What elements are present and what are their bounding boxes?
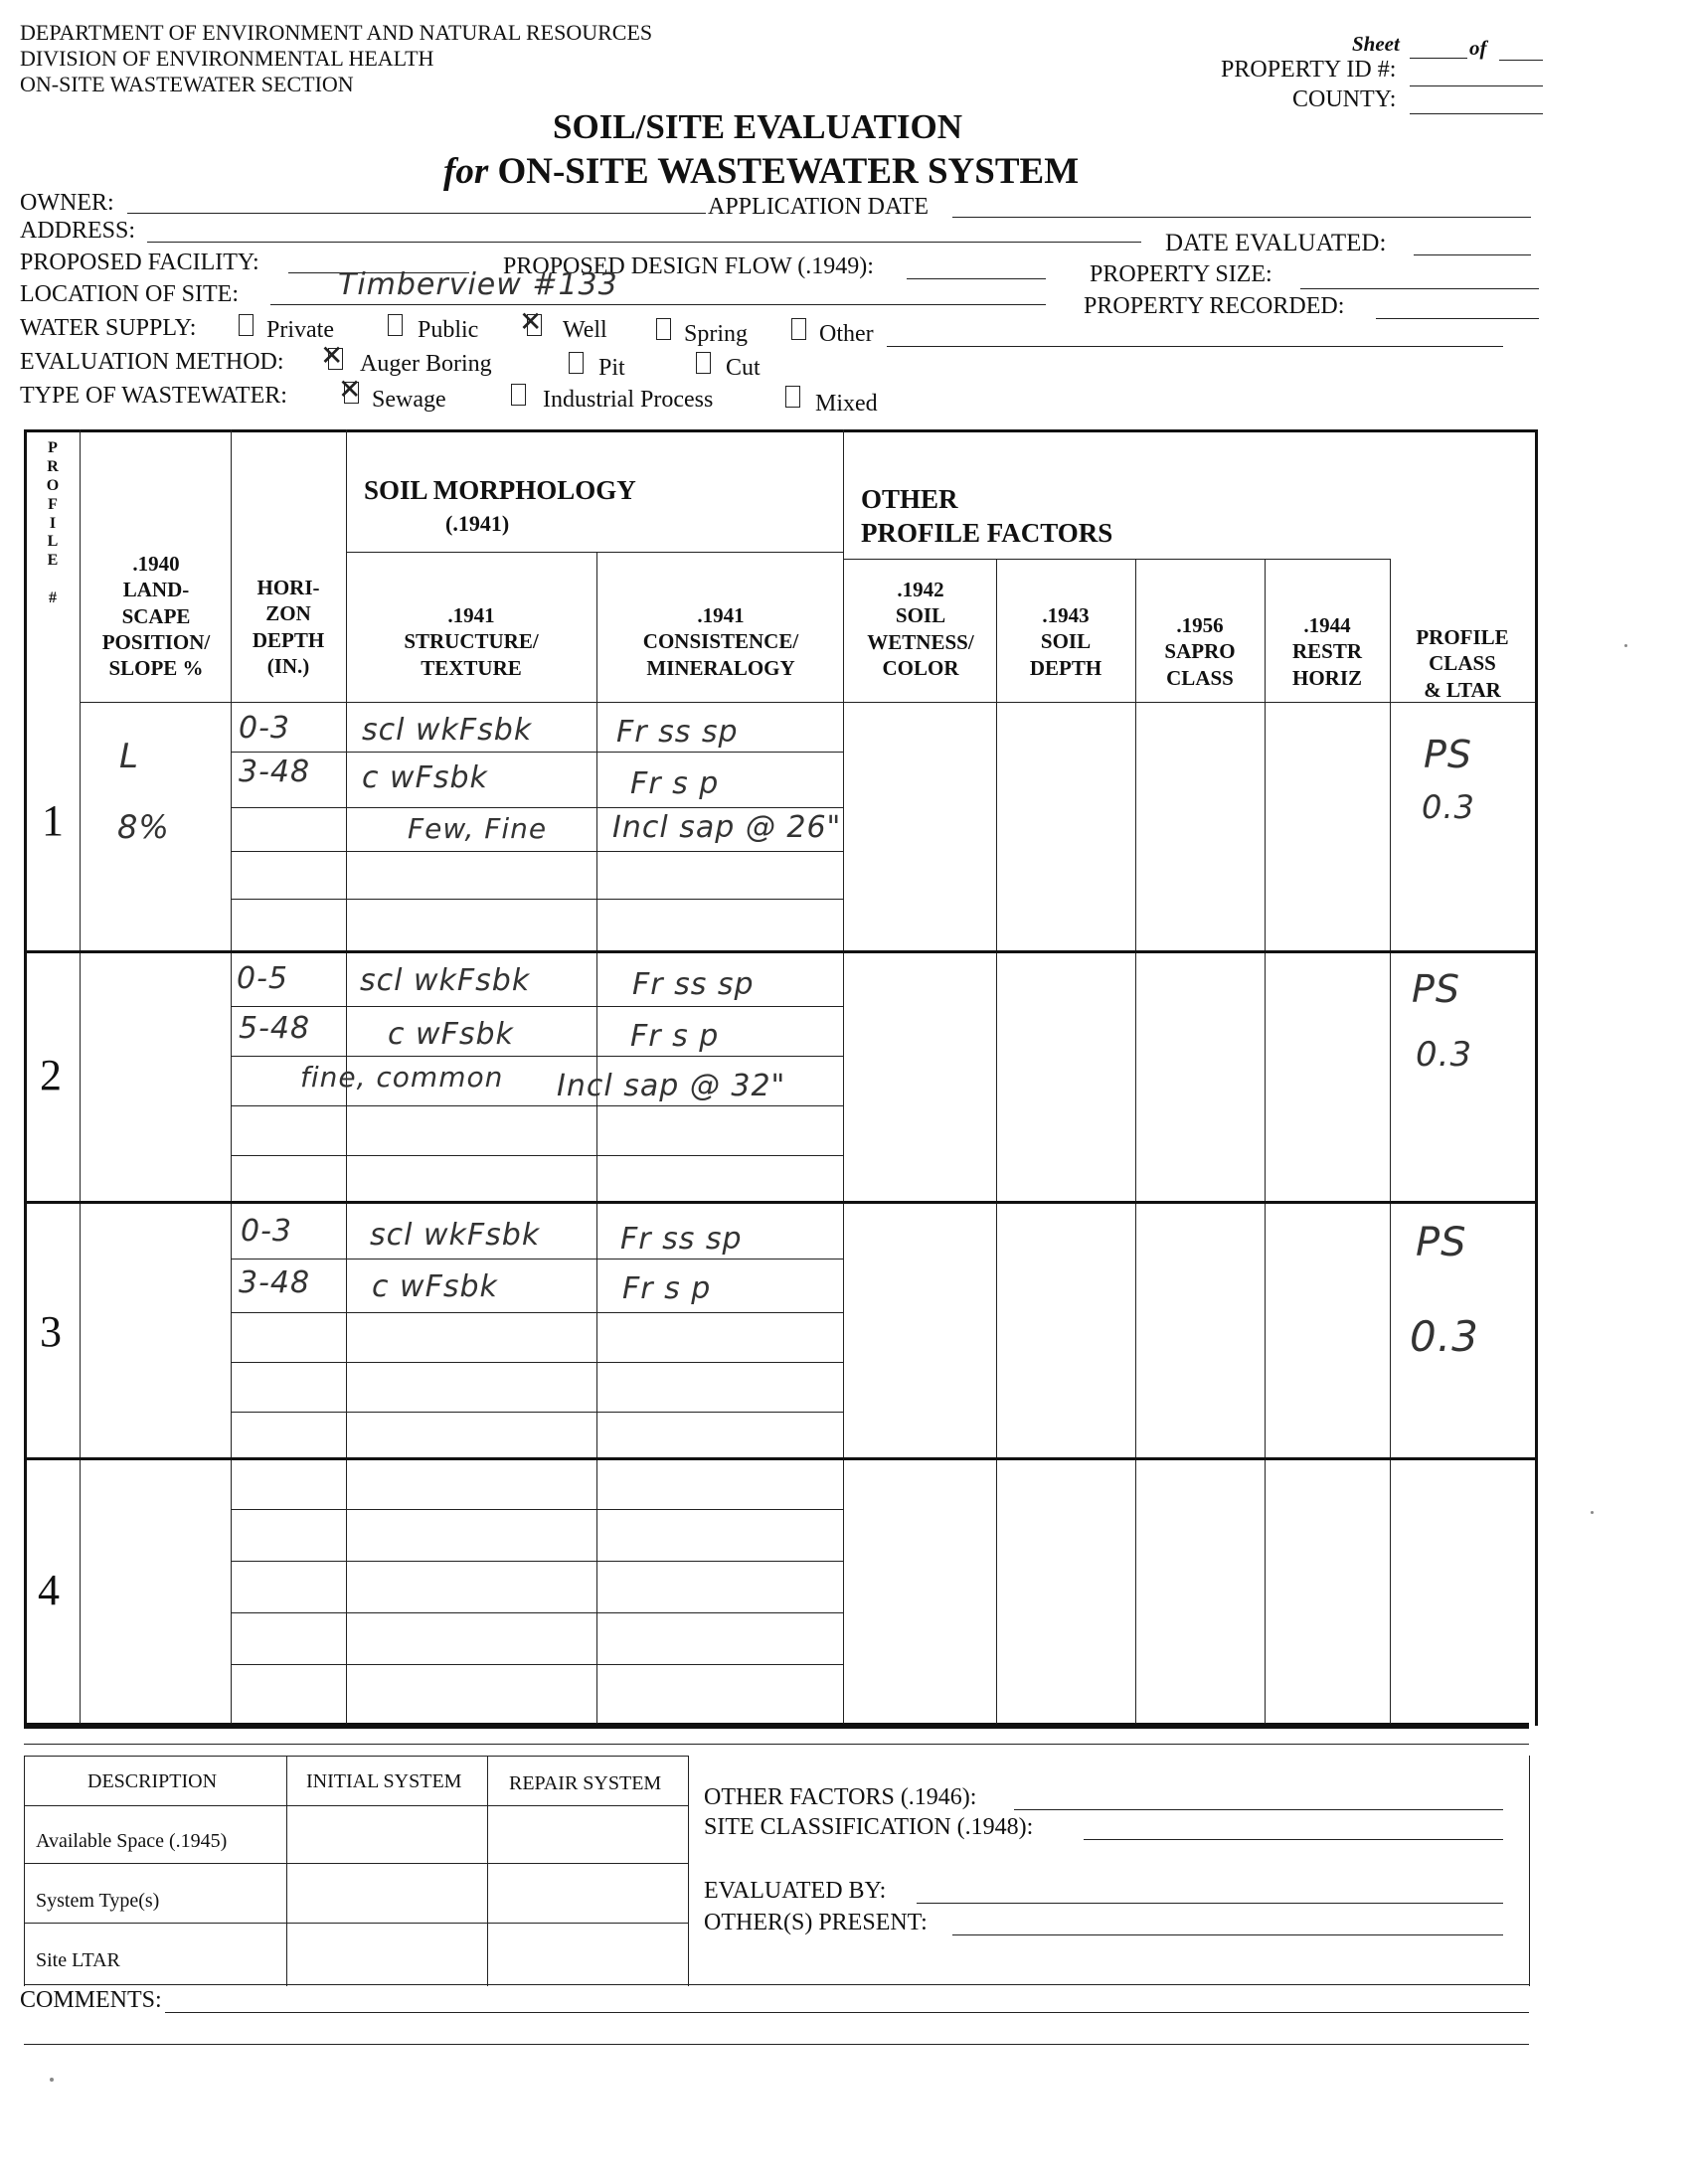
profile-ltar[interactable]: 0.3 bbox=[1410, 1312, 1479, 1361]
checkbox-public[interactable] bbox=[388, 314, 403, 336]
others-present-label: OTHER(S) PRESENT: bbox=[704, 1910, 928, 1935]
p4-row-line bbox=[231, 1664, 843, 1665]
p2-row-line bbox=[231, 1155, 843, 1156]
county-line[interactable] bbox=[1410, 113, 1543, 114]
owner-field[interactable] bbox=[127, 213, 706, 214]
option-auger-boring: Auger Boring bbox=[360, 351, 492, 377]
of-label: of bbox=[1469, 36, 1487, 60]
option-other: Other bbox=[819, 321, 874, 347]
structure-texture[interactable]: c wFsbk bbox=[372, 1269, 498, 1304]
consistence-mineralogy[interactable]: Fr ss sp bbox=[620, 1222, 743, 1257]
checkbox-mixed[interactable] bbox=[785, 386, 800, 408]
summary-header-line bbox=[24, 1756, 688, 1757]
col-divider-profile bbox=[80, 429, 81, 1724]
p4-row-line bbox=[231, 1509, 843, 1510]
header-profile-number: P R O F I L E # bbox=[46, 439, 60, 606]
col-divider-consistence bbox=[843, 429, 844, 1724]
table-right-border bbox=[1535, 429, 1538, 1726]
header-soil-morphology-code: (.1941) bbox=[445, 511, 510, 536]
option-pit: Pit bbox=[598, 355, 625, 381]
others-present-field[interactable] bbox=[952, 1934, 1503, 1935]
subtitle-for: for bbox=[443, 151, 489, 192]
p4-row-line bbox=[231, 1561, 843, 1562]
property-size-label: PROPERTY SIZE: bbox=[1090, 261, 1272, 287]
profile-3-bottom-line bbox=[24, 1457, 1537, 1460]
water-supply-label: WATER SUPPLY: bbox=[20, 315, 197, 341]
horizon-depth[interactable]: 0-3 bbox=[239, 711, 290, 746]
structure-texture[interactable]: c wFsbk bbox=[362, 760, 488, 795]
profile-note[interactable]: Few, Fine bbox=[408, 812, 548, 845]
option-sewage: Sewage bbox=[372, 387, 446, 413]
department-name: DEPARTMENT OF ENVIRONMENT AND NATURAL RESOURCES bbox=[20, 20, 653, 45]
description-header: DESCRIPTION bbox=[87, 1770, 218, 1792]
check-mark-sewage-icon: ✕ bbox=[338, 373, 362, 406]
profile-note[interactable]: Incl sap @ 32" bbox=[557, 1069, 786, 1103]
col-divider-structure bbox=[596, 553, 597, 1724]
profile-class[interactable]: PS bbox=[1412, 967, 1461, 1011]
header-horizon-depth: HORI- ZON DEPTH (IN.) bbox=[252, 576, 325, 678]
profile-number: 1 bbox=[42, 796, 64, 845]
morphology-subheader-line bbox=[346, 552, 843, 553]
structure-texture[interactable]: c wFsbk bbox=[388, 1017, 514, 1052]
comments-field-line-1[interactable] bbox=[165, 2012, 1529, 2013]
header-restr-horiz: .1944 RESTR HORIZ bbox=[1291, 613, 1363, 690]
header-soil-depth: .1943 SOIL DEPTH bbox=[1029, 603, 1102, 680]
summary-col-divider bbox=[286, 1756, 287, 1986]
horizon-depth[interactable]: 0-5 bbox=[237, 961, 288, 996]
other-factors-label: OTHER FACTORS (.1946): bbox=[704, 1784, 977, 1810]
summary-row-line bbox=[24, 1863, 688, 1864]
consistence-mineralogy[interactable]: Fr ss sp bbox=[616, 715, 739, 750]
checkbox-pit[interactable] bbox=[569, 352, 584, 374]
profile-class[interactable]: PS bbox=[1424, 733, 1473, 776]
property-id-label: PROPERTY ID #: bbox=[1221, 57, 1397, 83]
profile-class[interactable]: PS bbox=[1416, 1220, 1467, 1265]
header-soil-wetness: .1942 SOIL WETNESS/ COLOR bbox=[867, 578, 974, 680]
profile-number: 4 bbox=[38, 1566, 60, 1614]
address-label: ADDRESS: bbox=[20, 218, 136, 244]
sheet-total-line[interactable] bbox=[1499, 60, 1543, 61]
option-mixed: Mixed bbox=[815, 391, 878, 417]
option-cut: Cut bbox=[726, 355, 761, 381]
option-private: Private bbox=[266, 317, 334, 343]
system-types-label: System Type(s) bbox=[36, 1890, 160, 1912]
profile-number: 3 bbox=[40, 1307, 62, 1356]
proposed-facility-label: PROPOSED FACILITY: bbox=[20, 250, 259, 275]
p3-row-line bbox=[231, 1259, 843, 1260]
profile-1-bottom-line bbox=[24, 950, 1537, 953]
structure-texture[interactable]: scl wkFsbk bbox=[360, 963, 531, 998]
checkbox-spring[interactable] bbox=[656, 318, 671, 340]
summary-row-line bbox=[24, 1805, 688, 1806]
check-mark-auger-icon: ✕ bbox=[320, 339, 344, 372]
location-label: LOCATION OF SITE: bbox=[20, 281, 239, 307]
col-divider-restr bbox=[1390, 559, 1391, 1724]
application-date-label: APPLICATION DATE bbox=[708, 194, 929, 220]
p1-row-line bbox=[231, 899, 843, 900]
header-sapro-class: .1956 SAPRO CLASS bbox=[1164, 613, 1236, 690]
profile-note[interactable]: fine, common bbox=[300, 1061, 504, 1093]
scan-speck bbox=[1624, 644, 1627, 647]
horizon-depth[interactable]: 5-48 bbox=[239, 1011, 311, 1046]
header-soil-morphology: SOIL MORPHOLOGY bbox=[364, 475, 636, 505]
summary-bottom-line bbox=[24, 1984, 1529, 1985]
col-divider-sapro bbox=[1265, 559, 1266, 1724]
header-bottom-line bbox=[80, 702, 1535, 703]
summary-top-line bbox=[24, 1744, 1529, 1745]
summary-left-border bbox=[24, 1756, 25, 1986]
site-classification-field[interactable] bbox=[1084, 1839, 1503, 1840]
checkbox-cut[interactable] bbox=[696, 352, 711, 374]
form-subtitle bbox=[443, 153, 1079, 190]
col-divider-depth bbox=[1135, 559, 1136, 1724]
scan-speck bbox=[1591, 1511, 1594, 1514]
division-name: DIVISION OF ENVIRONMENTAL HEALTH bbox=[20, 46, 434, 71]
p2-row-line bbox=[231, 1105, 843, 1106]
col-divider-landscape bbox=[231, 429, 232, 1724]
p1-row-line bbox=[231, 851, 843, 852]
consistence-mineralogy[interactable]: Fr s p bbox=[630, 1019, 720, 1054]
section-name: ON-SITE WASTEWATER SECTION bbox=[20, 72, 354, 96]
option-well: Well bbox=[563, 317, 607, 343]
header-structure-texture: .1941 STRUCTURE/ TEXTURE bbox=[404, 603, 539, 680]
p4-row-line bbox=[231, 1612, 843, 1613]
summary-row-line bbox=[24, 1923, 688, 1924]
header-profile-class: PROFILE CLASS & LTAR bbox=[1416, 625, 1509, 702]
date-evaluated-field[interactable] bbox=[1414, 254, 1531, 255]
site-ltar-label: Site LTAR bbox=[36, 1949, 120, 1971]
other-water-field[interactable] bbox=[887, 346, 1503, 347]
p3-row-line bbox=[231, 1312, 843, 1313]
subtitle-rest: ON-SITE WASTEWATER SYSTEM bbox=[497, 151, 1080, 192]
county-label: COUNTY: bbox=[1292, 86, 1397, 112]
horizon-depth[interactable]: 0-3 bbox=[241, 1214, 292, 1249]
profile-ltar[interactable]: 0.3 bbox=[1416, 1035, 1473, 1075]
comments-field-line-2[interactable] bbox=[24, 2044, 1529, 2045]
location-field[interactable] bbox=[270, 304, 1046, 305]
profile-number: 2 bbox=[40, 1051, 62, 1099]
site-classification-label: SITE CLASSIFICATION (.1948): bbox=[704, 1814, 1034, 1840]
profile-landscape: L bbox=[119, 737, 139, 776]
col-divider-wetness bbox=[996, 559, 997, 1724]
evaluated-by-field[interactable] bbox=[917, 1903, 1503, 1904]
form-title: SOIL/SITE EVALUATION bbox=[553, 107, 963, 146]
structure-texture[interactable]: scl wkFsbk bbox=[362, 713, 533, 748]
property-size-field[interactable] bbox=[1300, 288, 1539, 289]
evaluated-by-label: EVALUATED BY: bbox=[704, 1878, 887, 1904]
table-top-border bbox=[24, 429, 1537, 432]
p2-row-line bbox=[231, 1006, 843, 1007]
profile-slope: 8% bbox=[117, 808, 170, 846]
header-consistence-mineralogy: .1941 CONSISTENCE/ MINERALOGY bbox=[642, 603, 799, 680]
property-recorded-label: PROPERTY RECORDED: bbox=[1084, 293, 1345, 319]
checkbox-other[interactable] bbox=[791, 318, 806, 340]
table-left-border bbox=[24, 429, 27, 1726]
option-public: Public bbox=[418, 317, 479, 343]
p3-row-line bbox=[231, 1412, 843, 1413]
checkbox-private[interactable] bbox=[239, 314, 254, 336]
comments-label: COMMENTS: bbox=[20, 1987, 162, 2013]
summary-right-border bbox=[1529, 1756, 1530, 1986]
consistence-mineralogy[interactable]: Fr s p bbox=[630, 766, 720, 801]
summary-col-divider bbox=[688, 1756, 689, 1986]
header-landscape: .1940 LAND- SCAPE POSITION/ SLOPE % bbox=[101, 552, 211, 680]
consistence-mineralogy[interactable]: Fr ss sp bbox=[632, 967, 755, 1002]
date-evaluated-label: DATE EVALUATED: bbox=[1165, 230, 1387, 256]
available-space-label: Available Space (.1945) bbox=[36, 1830, 228, 1852]
header-other-profile-factors: OTHER PROFILE FACTORS bbox=[861, 484, 1113, 548]
summary-col-divider bbox=[487, 1756, 488, 1986]
profile-ltar[interactable]: 0.3 bbox=[1422, 788, 1475, 826]
profile-2-bottom-line bbox=[24, 1201, 1537, 1204]
p1-row-line bbox=[231, 807, 843, 808]
design-flow-field[interactable] bbox=[907, 278, 1046, 279]
p2-row-line bbox=[231, 1056, 843, 1057]
repair-system-header: REPAIR SYSTEM bbox=[509, 1772, 662, 1794]
property-recorded-field[interactable] bbox=[1376, 318, 1539, 319]
checkbox-industrial[interactable] bbox=[511, 384, 526, 406]
p3-row-line bbox=[231, 1362, 843, 1363]
property-id-line[interactable] bbox=[1410, 85, 1543, 86]
check-mark-well-icon: ✕ bbox=[519, 305, 543, 338]
other-factors-field[interactable] bbox=[1014, 1809, 1503, 1810]
owner-label: OWNER: bbox=[20, 190, 114, 216]
structure-texture[interactable]: scl wkFsbk bbox=[370, 1218, 541, 1253]
location-value: Timberview #133 bbox=[338, 267, 618, 302]
sheet-label: Sheet bbox=[1352, 32, 1400, 56]
other-factors-subheader-line bbox=[843, 559, 1390, 560]
design-flow-label: PROPOSED DESIGN FLOW (.1949): bbox=[503, 253, 874, 279]
profile-note[interactable]: Incl sap @ 26" bbox=[612, 810, 842, 845]
option-industrial: Industrial Process bbox=[543, 387, 714, 413]
horizon-depth[interactable]: 3-48 bbox=[239, 755, 311, 789]
horizon-depth[interactable]: 3-48 bbox=[239, 1265, 311, 1300]
initial-system-header: INITIAL SYSTEM bbox=[306, 1770, 462, 1792]
wastewater-type-label: TYPE OF WASTEWATER: bbox=[20, 383, 287, 409]
sheet-number-line[interactable] bbox=[1410, 58, 1467, 59]
option-spring: Spring bbox=[684, 321, 749, 347]
application-date-field[interactable] bbox=[952, 217, 1531, 218]
scan-speck bbox=[50, 2078, 54, 2082]
p1-row-line bbox=[231, 752, 843, 753]
consistence-mineralogy[interactable]: Fr s p bbox=[622, 1271, 712, 1306]
address-field[interactable] bbox=[147, 242, 1141, 243]
evaluation-method-label: EVALUATION METHOD: bbox=[20, 349, 284, 375]
table-bottom-border bbox=[24, 1723, 1529, 1729]
